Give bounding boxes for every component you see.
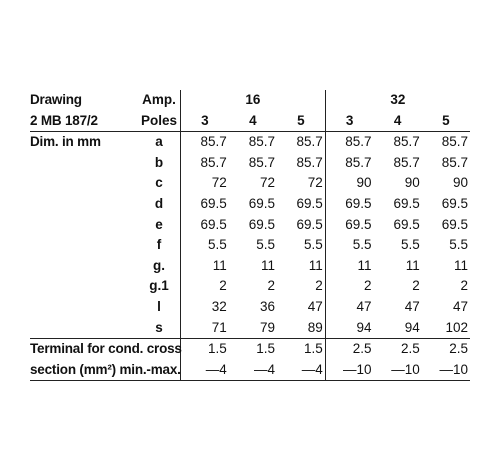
- value-cell: 69.5: [181, 215, 229, 236]
- value-cell: 32: [181, 297, 229, 318]
- header-row-amp: [30, 90, 470, 111]
- value-cell: 72: [259, 175, 275, 191]
- value-cell: 85.7: [296, 154, 323, 170]
- terminal-value-cell: 1.5: [229, 339, 277, 360]
- value-cell: 72: [181, 173, 229, 194]
- drawing-label: Drawing: [30, 92, 82, 107]
- row-key: d: [154, 195, 164, 211]
- value-cell: 5.5: [256, 237, 275, 253]
- table-row: [30, 256, 470, 277]
- terminal-value-cell: —10: [325, 360, 373, 381]
- pole-32-5: 5: [422, 111, 470, 132]
- value-cell: 2: [315, 278, 323, 294]
- pole-16-3: 3: [181, 111, 229, 132]
- value-cell: 89: [307, 319, 323, 335]
- terminal-value-cell: —4: [277, 360, 325, 381]
- value-cell: 2: [460, 278, 468, 294]
- value-cell: 72: [307, 175, 323, 191]
- value-cell: 69.5: [441, 195, 468, 211]
- terminal-value-cell: —10: [374, 360, 422, 381]
- pole-16-5: 5: [277, 111, 325, 132]
- amp-group-32: 32: [325, 90, 470, 111]
- terminal-value-cell: 2.5: [374, 339, 422, 360]
- terminal-value-cell: —10: [422, 360, 470, 381]
- value-cell: 85.7: [441, 154, 468, 170]
- value-cell: 94: [325, 318, 373, 339]
- value-cell: 85.7: [393, 154, 420, 170]
- row-label: [30, 318, 138, 339]
- value-cell: 47: [404, 298, 420, 314]
- value-cell: 71: [181, 318, 229, 339]
- value-cell: 85.7: [393, 134, 420, 150]
- row-label: [30, 194, 138, 215]
- terminal-value-cell: 2.5: [422, 339, 470, 360]
- value-cell: 69.5: [393, 195, 420, 211]
- drawing-number: 2 MB 187/2: [30, 111, 138, 132]
- amp-group-16: 16: [181, 90, 326, 111]
- value-cell: 47: [452, 298, 468, 314]
- terminal-row-min: [30, 339, 470, 360]
- table-row: [30, 153, 470, 174]
- value-cell: 69.5: [393, 216, 420, 232]
- value-cell: 90: [452, 175, 468, 191]
- table-row: [30, 235, 470, 256]
- row-key: g.1: [149, 278, 169, 294]
- value-cell: 5.5: [181, 235, 229, 256]
- pole-32-3: 3: [325, 111, 373, 132]
- value-cell: 11: [181, 256, 229, 277]
- poles-label: Poles: [138, 111, 181, 132]
- table-row: [30, 215, 470, 236]
- dimension-table-sheet: [30, 90, 470, 381]
- table-row: [30, 297, 470, 318]
- value-cell: 5.5: [325, 235, 373, 256]
- value-cell: 2: [267, 278, 275, 294]
- value-cell: 36: [259, 298, 275, 314]
- pole-16-4: 4: [229, 111, 277, 132]
- value-cell: 47: [307, 298, 323, 314]
- value-cell: 85.7: [248, 134, 275, 150]
- value-cell: 79: [259, 319, 275, 335]
- value-cell: 11: [260, 257, 275, 273]
- value-cell: 69.5: [441, 216, 468, 232]
- row-key: f: [156, 237, 162, 253]
- row-label: [30, 173, 138, 194]
- row-key: b: [154, 154, 164, 170]
- terminal-label: Terminal for cond. cross: [30, 339, 181, 360]
- terminal-row-max: [30, 360, 470, 381]
- value-cell: 47: [325, 297, 373, 318]
- value-cell: 94: [404, 319, 420, 335]
- value-cell: 85.7: [325, 132, 373, 153]
- table-row: [30, 132, 470, 153]
- terminal-value-cell: —4: [181, 360, 229, 381]
- value-cell: 69.5: [296, 195, 323, 211]
- value-cell: 85.7: [325, 153, 373, 174]
- value-cell: 90: [325, 173, 373, 194]
- section-label: Dim. in mm: [30, 134, 101, 150]
- row-label: [30, 235, 138, 256]
- dimension-table-body: [30, 90, 470, 381]
- terminal-value-cell: 1.5: [277, 339, 325, 360]
- value-cell: 5.5: [400, 237, 420, 253]
- row-label: [30, 276, 138, 297]
- value-cell: 5.5: [449, 237, 468, 253]
- table-row: [30, 318, 470, 339]
- value-cell: 69.5: [248, 216, 275, 232]
- dimension-table: [30, 90, 470, 381]
- value-cell: 85.7: [181, 153, 229, 174]
- value-cell: 69.5: [248, 195, 275, 211]
- value-cell: 2: [412, 278, 420, 294]
- value-cell: 69.5: [296, 216, 323, 232]
- value-cell: 2: [181, 276, 229, 297]
- value-cell: 69.5: [325, 215, 373, 236]
- value-cell: 90: [404, 175, 420, 191]
- value-cell: 5.5: [303, 237, 323, 253]
- value-cell: 11: [308, 257, 323, 273]
- row-key: s: [155, 319, 163, 335]
- value-cell: 85.7: [441, 134, 468, 150]
- value-cell: 85.7: [296, 134, 323, 150]
- table-row: [30, 276, 470, 297]
- row-label: [30, 153, 138, 174]
- amp-label: Amp.: [142, 92, 176, 107]
- value-cell: 11: [325, 256, 373, 277]
- value-cell: 85.7: [181, 132, 229, 153]
- row-key: a: [155, 134, 163, 150]
- row-key: e: [155, 216, 163, 232]
- row-label: [30, 256, 138, 277]
- row-key: g.: [153, 257, 165, 273]
- header-row-poles: [30, 111, 470, 132]
- value-cell: 102: [445, 319, 468, 335]
- value-cell: 2: [325, 276, 373, 297]
- value-cell: 11: [405, 257, 420, 273]
- terminal-value-cell: 2.5: [325, 339, 373, 360]
- table-row: [30, 173, 470, 194]
- row-key: l: [157, 298, 161, 314]
- value-cell: 11: [453, 257, 468, 273]
- terminal-value-cell: —4: [229, 360, 277, 381]
- value-cell: 69.5: [325, 194, 373, 215]
- table-row: [30, 194, 470, 215]
- value-cell: 85.7: [248, 154, 275, 170]
- row-label: [30, 215, 138, 236]
- terminal-value-cell: 1.5: [181, 339, 229, 360]
- row-label: [30, 297, 138, 318]
- terminal-label: section (mm²) min.-max.: [30, 360, 181, 381]
- pole-32-4: 4: [374, 111, 422, 132]
- value-cell: 69.5: [181, 194, 229, 215]
- row-key: c: [155, 175, 163, 191]
